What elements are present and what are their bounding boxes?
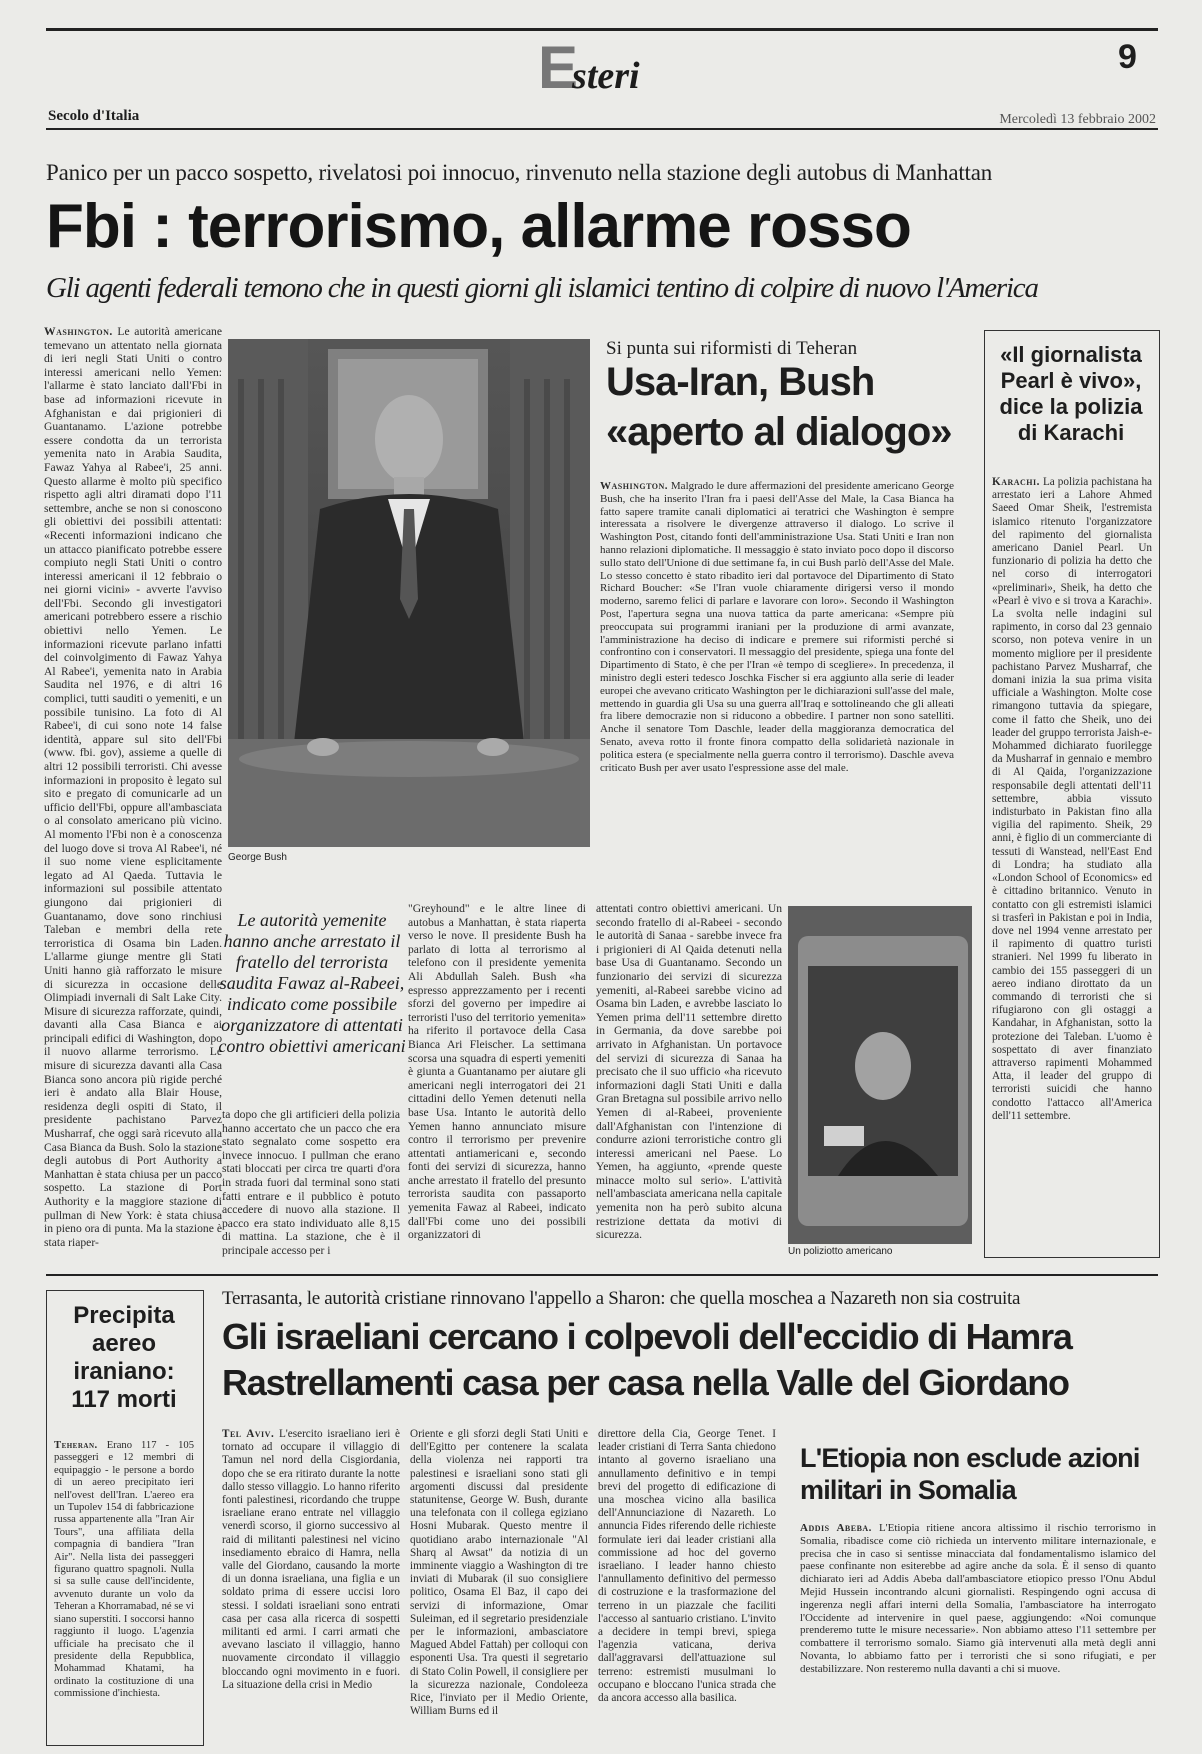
hamra-article-col1 — [222, 1428, 400, 1746]
lead-col1-text: Le autorità americane temevano un attentato nella giornata di ieri negli Stati Uniti o contro interessi americani nello Yemen: l'allarme è stato lanciato dall'Fbi in base ad informazioni ricevute in Afghanistan e dai prigionieri di Guantanamo. L'azione potrebbe essere condotta da un terrorista yemenita nato in Arabia Saudita, Fawaz Yahya al Rabee'i, 25 anni. Questo allarme è molto più specifico rispetto agli altri diramati dopo l'11 settembre, anche se non si conoscono gli obiettivi dei possibili attentati: «Recenti informazioni indicano che un attacco pianificato potrebbe essere compiuto negli Stati Uniti o contro interessi americani il 12 febbraio o nei giorni vicini» - avverte l'avviso dell'Fbi. Secondo gli investigatori americani potrebbero essere a rischio obiettivi nello Yemen. Le informazioni ricevute parlano infatti del coinvolgimento di Fawaz Yahya Al Rabee'i, yemenita nato in Arabia Saudita nel 1976, e di altri 16 complici, tutti sauditi o yemeniti, e un possibile tunisino. La foto di Al Rabee'i, di cui sono note 14 false identità, appare sul sito dell'Fbi (www. fbi. gov), assieme a quelle di altri 12 possibili terroristi. Chi avesse informazioni in proposito è legato sul sito e pregato di comunicarle ad un ufficio dell'Fbi, oppure all'ambasciata o al consolato americano più vicino. Al momento l'Fbi non è a conoscenza del luogo dove si trova Al Rabee'i, né il suo nome viene esplicitamente legato ad Al Qaeda. Tuttavia le informazioni sul possibile attentato giungono dai prigionieri di Guantanamo, dove sono rinchiusi Taleban e membri della rete terroristica di Osama bin Laden. L'allarme giunge mentre gli Stati Uniti hanno già rafforzato le misure di sicurezza in occasione delle Olimpiadi invernali di Salt Lake City. Misure di sicurezza rafforzate, quindi, davanti alla Casa Bianca e ai principali edifici di Washington, dopo il nuovo allarme terrorismo. Le misure di sicurezza davanti alla Casa Bianca sono ancora più rigide perché ieri è andato alla Blair House, residenza degli ospiti di Stato, il presidente pachistano Parvez Musharraf, che oggi sarà ricevuto alla Casa Bianca da Bush. Solo la stazione degli autobus di Port Authority a Manhattan è stata chiusa per un pacco sospetto. La stazione di Port Authority e la maggiore stazione di pullman di New York: è stata chiusa in pieno ora di punta. Ma la stazione è stata riaper- — [44, 325, 222, 1249]
pearl-article — [992, 476, 1152, 1250]
iran-plane-dateline: Teheran. — [54, 1440, 98, 1451]
pearl-headline: «Il giornalista Pearl è vivo», dice la polizia di Karachi — [999, 342, 1143, 445]
lead-kicker: Panico per un pacco sospetto, rivelatosi poi innocuo, rinvenuto nella stazione degli autobus di Manhattan — [46, 160, 993, 185]
lead-col4-text: attentati contro obiettivi americani. Un secondo fratello di al-Rabeei - secondo le autorità di Sanaa - sarebbe invece fra i prigionieri di Al Qaida detenuti nella base Usa di Guantanamo. Secondo un funzionario dei servizi di sicurezza yemeniti, al-Rabeei sarebbe vicino ad Osama bin Laden, e avrebbe lasciato lo Yemen prima dell'11 settembre diretto in Germania, da dove sarebbe poi arrivato in Afghanistan. Un portavoce del servizi di sicurezza di Sanaa ha precisato che il suo ufficio «ha ricevuto informazioni dagli Stati Uniti e dalla Gran Bretagna sul possibile arrivo nello Yemen di al-Rabeei, proveniente dall'Afghanistan con l'intenzione di condurre azioni terroristiche contro gli interessi americani nel Paese. Lo Yemen, ha aggiunto, «prende queste minacce molto sul serio». L'attività nell'ambasciata americana nella capitale yemenita non ha però subito alcuna restrizione dettata da motivi di sicurezza. — [596, 902, 782, 1242]
pearl-body: La polizia pachistana ha arrestato ieri a Lahore Ahmed Saeed Omar Sheik, l'estremista islamico ritenuto l'organizzatore del rapimento del giornalista americano Daniel Pearl. Un funzionario di polizia ha detto che nel corso di interrogatori «preliminari», Sheik, ha detto che «Pearl è vivo e si trova a Karachi». La svolta nelle indagini sul rapimento, in corso dal 23 gennaio scorso, non poteva venire in un momento migliore per il presidente pachistano Parvez Musharraf, che domani inizia la sua prima visita ufficiale a Washington. Molte cose rimangono tuttavia da spiegare, come il fatto che Sheik, uno dei leader del gruppo terrorista Jaish-e-Mohammed dichiarato fuorilegge da Musharraf in gennaio e membro di Al Qaida, l'organizzazione responsabile degli attentati dell'11 settembre, abbia vissuto indisturbato in Pakistan fino alla vigilia del rapimento. Sheik, 29 anni, è figlio di un commerciante di tessuti di Wanstead, nell'East End di Londra; ha studiato alla «London School of Economics» ed è cittadino britannico. Venuto in contatto con gli estremisti islamici si trasferì in Pakistan e poi in India, dove nel 1994 venne arrestato per il rapimento di quattro turisti stranieri. Nel 1999 fu liberato in cambio dei 155 passeggeri di un aereo indiano dirottato da un commando di terroristi che si rifugiarono con gli ostaggi a Kandahar, in Afghanistan, sotto la protezione dei Taleban. L'uomo è sospettato di aver finanziato attraverso rapimenti Mohammed Atta, il leader del gruppo di terroristi suicidi che hanno condotto l'attacco all'America dell'11 settembre. — [992, 476, 1152, 1122]
ethiopia-article — [800, 1522, 1156, 1744]
police-photo-illustration — [788, 906, 972, 1244]
issue-date: Mercoledì 13 febbraio 2002 — [999, 112, 1156, 127]
police-photo-caption: Un poliziotto americano — [788, 1246, 893, 1257]
ethiopia-headline: L'Etiopia non esclude azioni militari in Somalia — [800, 1443, 1140, 1505]
lead-pullquote: Le autorità yemenite hanno anche arrestato il fratello del terrorista saudita Fawaz al-Rabeei, indicato come possibile organizzatore di attentati contro obiettivi americani — [218, 910, 406, 1056]
pearl-dateline: Karachi. — [992, 476, 1040, 488]
ethiopia-body: L'Etiopia ritiene ancora altissimo il rischio terrorismo in Somalia, ribadisce come ciò richieda un intervento militare internazionale, e precisa che in caso si sentisse minacciata dal fondamentalismo islamico del paese confinante non esiterebbe ad agire anche da sola. È il senso di quanto dichiarato ieri ad Addis Abeba dall'ambasciatore etiopico presso l'Onu Abdul Mejid Hussein incontrando alcuni giornalisti. Respingendo ogni accusa di ingerenza negli affari interni della Somalia, l'ambasciatore ha interrogato l'Occidente ad intervenire in quel paese, aggiungendo: «Noi comunque prenderemo tutte le misure necessarie». Non abbiamo atteso l'11 settembre per combattere il terrorismo somalo. Siamo già intervenuti alla metà degli anni Novanta, lo abbiamo fatto per i terroristi che si sono rifugiati, e per destabilizzare. Non resteremo nulla davanti a chi si muove. — [800, 1522, 1156, 1675]
bush-photo-illustration — [228, 339, 590, 847]
iran-body: Malgrado le dure affermazioni del presidente americano George Bush, che ha inserito l'Iran fra i paesi dell'Asse del Male, la Casa Bianca ha fatto sapere tramite canali diplomatici ai teratrici che Washington è sempre interessata a risolvere le divergenze attraverso il dialogo. Lo scrive il Washington Post, citando fonti dell'amministrazione Usa. Stati Uniti e Iran non hanno relazioni diplomatiche. Il messaggio è stato inviato poco dopo il discorso sullo stato dell'Unione di due settimane fa, in cui Bush parlò dell'Asse del Male. Lo stesso concetto è stato ribadito ieri dal portavoce del Dipartimento di Stato Richard Boucher: «Se l'Iran vuole chiaramente dirigersi verso il mondo moderno, saremo felici di parlare e lavorare con loro». Secondo il Washington Post, l'apertura segna una nuova tattica da parte americana: «Sempre più preoccupata sui programmi iraniani per la produzione di armi avanzate, l'amministrazione ha deciso di indicare e premere sui riformisti perché si confrontino con i conservatori. Il messaggio del presidente, spiega una fonte del Dipartimento di Stato, è che per l'Iran «è tempo di scegliere». In precedenza, il ministro degli esteri tedesco Joschka Fischer si era aggiunto alla serie di leader europei che avevano criticato Washington per le dichiarazioni sull'asse del male, mettendo in guardia gli Usa su una guerra all'Iraq e sottolineando che gli alleati fra libere democrazie non si riducono a obbedire. I partner non sono satelliti. Anche il senatore Tom Daschle, leader della maggioranza democratica del Senato, aveva rotto il fronte finora compatto della solidarietà nazionale in politica estera (e specialmente nella guerra contro il terrorismo). Daschle aveva criticato Bush per aver usato l'espressione asse del male. — [600, 480, 954, 774]
iran-headline-2: «aperto al dialogo» — [606, 410, 952, 454]
iran-plane-headline: Precipita aereo iraniano: 117 morti — [71, 1302, 177, 1413]
section-title — [538, 34, 640, 101]
hamra-col1-text: L'esercito israeliano ieri è tornato ad occupare il villaggio di Tamun nel nord della Cisgiordania, dopo che se era ritirato durante la notte dallo stesso villaggio. Lo hanno riferito fonti palestinesi, ricordando che truppe israeliane erano entrate nel villaggio venerdì scorso, il giorno successivo al raid di militanti palestinesi nel vicino insediamento ebraico di Hamra, nella valle del Giordano, causando la morte di un donna israeliana, una figlia e un soldato prima di essere uccisi loro stessi. I soldati israeliani sono entrati casa per casa alla ricerca di sospetti militanti ed armi. I carri armati che avevano lasciato il villaggio, hanno nuovamente circondato il villaggio bloccando ogni movimento in e fuori. La situazione della crisi in Medio — [222, 1428, 400, 1691]
iran-kicker: Si punta sui riformisti di Teheran — [606, 338, 858, 359]
lead-col2-text: ta dopo che gli artificieri della polizia hanno accertato che un pacco che era stato segnalato come sospetto era invece innocuo. I pullman che erano stati bloccati per circa tre quarti d'ora in strada fuori dal terminal sono stati fatti entrare e il pubblico è potuto accedere di nuovo alla stazione. Il pacco era stato individuato alle 8,15 di mattina. La stazione, che è il principale accesso per i — [222, 1108, 400, 1257]
lower-section-rule — [46, 1274, 1158, 1276]
lead-article-col4 — [596, 902, 782, 1260]
hamra-col3-text: direttore della Cia, George Tenet. I leader cristiani di Terra Santa chiedono intanto al governo israeliano una annullamento definitivo e in tempi brevi del progetto di edificazione di una moschea vicino alla basilica dell'Annunciazione di Nazareth. Lo annuncia Fides riferendo delle richieste formulate ieri dai leader cristiani alla commissione ad hoc del governo israeliano. I leader hanno chiesto l'annullamento definitivo del permesso di costruzione e la trasformazione del terreno in un piazzale che faciliti l'accesso al santuario cristiano. L'invito a decidere in tempi brevi, spiega l'agenzia vaticana, deriva dall'aggravarsi dell'attuazione sul terreno: estremisti musulmani lo occupano e bloccano l'unica strada che da ancora accesso alla basilica. — [598, 1428, 776, 1705]
section-name: steri — [572, 55, 640, 97]
header-rule — [46, 128, 1158, 130]
hamra-article-col3 — [598, 1428, 776, 1746]
hamra-headline-2: Rastrellamenti casa per casa nella Valle del Giordano — [222, 1362, 1069, 1403]
iran-dateline: Washington. — [600, 480, 669, 492]
lead-article-col1 — [44, 325, 222, 1260]
page-number: 9 — [1118, 38, 1137, 76]
bush-photo — [228, 339, 590, 847]
iran-article — [600, 480, 954, 868]
top-rule — [46, 28, 1158, 31]
lead-article-col2 — [222, 1108, 400, 1260]
lead-article-col3 — [408, 902, 586, 1260]
hamra-col2-text: Oriente e gli sforzi degli Stati Uniti e dell'Egitto per contenere la scalata della violenza nei rapporti tra palestinesi e israeliani sono stati gli argomenti discussi dal presidente statunitense, George W. Bush, durante una telefonata con il collega egiziano Hosni Mubarak. Questo mentre il quotidiano arabo internazionale "Al Sharq al Awsat" da notizia di un imminente viaggio a Washington di tre inviati di Mubarak (il suo consigliere politico, Osama El Baz, il capo dei servizi di informazione, Omar Suleiman, ed il segretario presidenziale per le informazioni, ambasciatore Magued Abdel Fattah) per colloqui con esponenti Usa. Tra questi il segretario di Stato Colin Powell, il consigliere per la sicurezza nazionale, Condoleeza Rice, l'inviato per il Medio Oriente, William Burns ed il — [410, 1428, 588, 1718]
lead-subhead: Gli agenti federali temono che in questi giorni gli islamici tentino di colpire di nuovo l'America — [46, 272, 1038, 304]
lead-col3-text: "Greyhound" e le altre linee di autobus a Manhattan, è stata riaperta verso le nove. Il presidente Bush ha parlato di lotta al terrorismo al telefono con il presidente yemenita Ali Abdullah Saleh. Bush «ha espresso apprezzamento per i recenti sforzi del governo per impedire ai terroristi l'uso del territorio yemenita» ha riferito il portavoce della Casa Bianca Ari Fleischer. La settimana scorsa una squadra di esperti yemeniti è giunta a Guantanamo per aiutare gli americani negli interrogatori dei 21 cittadini dello Yemen detenuti nella base Usa. Intanto le autorità dello Yemen hanno annunciato misure contro il terrorismo per prevenire attentati antiamericani e, secondo fonti dei servizi di sicurezza, hanno anche arrestato il fratello del presunto terrorista saudita con passaporto yemenita Fawaz al Rabeei, indicato dall'Fbi come uno dei possibili organizzatori di — [408, 902, 586, 1242]
masthead: Secolo d'Italia — [48, 108, 140, 124]
police-photo — [788, 906, 972, 1244]
iran-headline-1: Usa-Iran, Bush — [606, 360, 875, 404]
bush-photo-caption: George Bush — [228, 852, 287, 863]
ethiopia-dateline: Addis Abeba. — [800, 1522, 872, 1534]
lead-headline: Fbi : terrorismo, allarme rosso — [46, 192, 911, 261]
hamra-dateline: Tel Aviv. — [222, 1428, 275, 1440]
hamra-article-col2 — [410, 1428, 588, 1746]
section-initial: E — [538, 34, 579, 101]
iran-plane-body: Erano 117 - 105 passeggeri e 12 membri di equipaggio - le persone a bordo di un aereo precipitato ieri nell'ovest dell'Iran. L'aereo era un Tupolev 154 di fabbricazione russa appartenente alla "Iran Air Tours", una affiliata della compagnia di bandiera "Iran Air". Nella lista dei passeggeri figurano quattro spagnoli. Nulla si sa sulle cause dell'incidente, avvenuto durante un volo da Teheran a Khorramabad, né se vi siano superstiti. I soccorsi hanno raggiunto il luogo. L'agenzia ufficiale ha precisato che il presidente della Repubblica, Mohammad Khatami, ha ordinato la costituzione di una commissione d'inchiesta. — [54, 1440, 194, 1700]
iran-plane-article — [54, 1440, 194, 1736]
hamra-headline-1: Gli israeliani cercano i colpevoli dell'eccidio di Hamra — [222, 1316, 1072, 1357]
lead-dateline: Washington. — [44, 325, 113, 338]
hamra-kicker: Terrasanta, le autorità cristiane rinnovano l'appello a Sharon: che quella moschea a Nazareth non sia costruita — [222, 1288, 1021, 1309]
